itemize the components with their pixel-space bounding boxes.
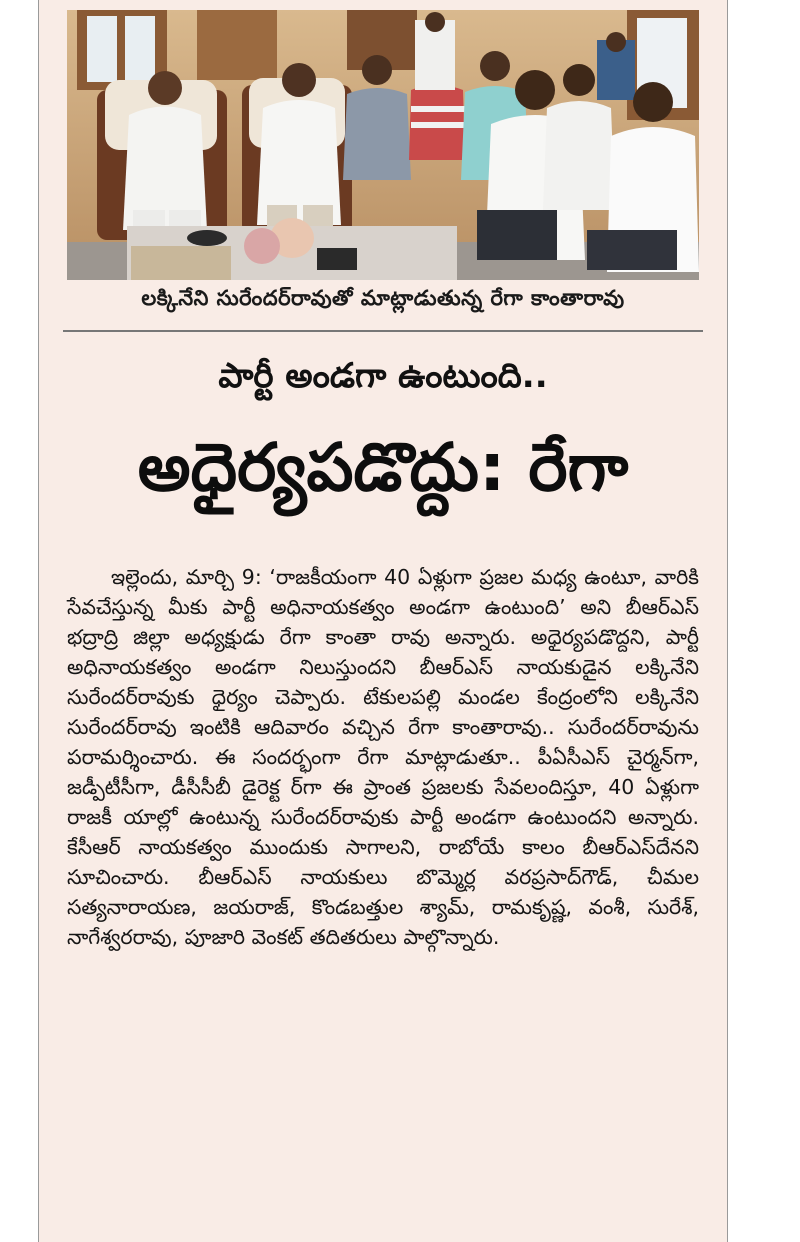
photo-caption: లక్కినేని సురేందర్‌రావుతో మాట్లాడుతున్న రేగా కాంతారావు [141,286,625,310]
main-headline: అధైర్యపడొద్దు: రేగా [137,429,629,506]
news-photo [67,10,699,280]
caption-divider [63,330,703,332]
article-body [67,562,699,952]
article-paragraph: ఇల్లెందు, మార్చి 9: ‘రాజకీయంగా 40 ఏళ్లుగా ప్రజల మధ్య ఉంటూ, వారికి సేవచేస్తున్న మీకు పార్టీ అధినాయకత్వం అండగా ఉంటుంది’ అని బీఆర్‌ఎస్ భద్రాద్రి జిల్లా అధ్యక్షుడు రేగా కాంతా రావు అన్నారు. అధైర్యపడొద్దని, పార్టీ అధినాయకత్వం అండగా నిలుస్తుందని బీఆర్‌ఎస్ నాయకుడైన లక్కినేని సురేందర్‌రావుకు ధైర్యం చెప్పారు. టేకులపల్లి మండల కేంద్రంలోని లక్కినేని సురేందర్‌రావు ఇంటికి ఆదివారం వచ్చిన రేగా కాంతారావు.. సురేందర్‌రావును పరామర్శించారు. ఈ సందర్భంగా రేగా మాట్లాడుతూ.. పీఏసీఎస్ చైర్మన్‌గా, జడ్పీటీసీగా, డీసీసీబీ డైరెక్ట ర్‌గా ఈ ప్రాంత ప్రజలకు సేవలందిస్తూ, 40 ఏళ్లుగా రాజకీ యాల్లో ఉంటున్న సురేందర్‌రావుకు పార్టీ అండగా ఉంటుందని అన్నారు. కేసీఆర్ నాయకత్వం ముందుకు సాగాలని, రాబోయే కాలం బీఆర్‌ఎస్‌దేనని సూచించారు. బీఆర్‌ఎస్ నాయకులు బొమ్మెర్ల వరప్రసాద్‌గౌడ్, చీమల సత్యనారాయణ, జయరాజ్, కొండబత్తుల శ్యామ్, రామకృష్ణ, వంశీ, సురేశ్, నాగేశ్వరరావు, పూజారి వెంకట్ తదితరులు పాల్గొన్నారు. [67,565,699,949]
kicker-headline: పార్టీ అండగా ఉంటుంది.. [218,356,548,396]
news-clipping [38,0,728,1242]
photo-illustration [67,10,699,280]
